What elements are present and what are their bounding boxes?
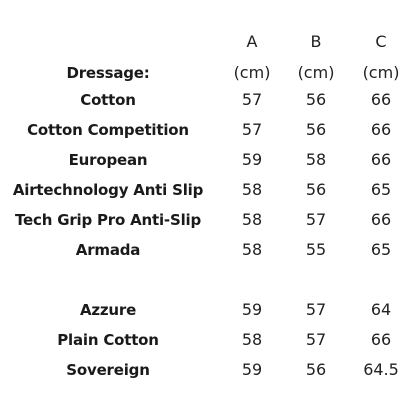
value-c: 66: [370, 120, 392, 139]
column-a-header: A: [246, 32, 258, 51]
value-c: 66: [370, 210, 392, 229]
table-row: [0, 205, 416, 235]
value-a: 57: [241, 120, 263, 139]
product-name: European: [68, 151, 148, 169]
table-row: [0, 115, 416, 145]
value-a: 58: [241, 240, 263, 259]
product-name: Azzure: [79, 301, 137, 319]
value-b: 56: [305, 90, 327, 109]
value-a: 57: [241, 90, 263, 109]
value-a: 58: [241, 180, 263, 199]
value-c: 66: [370, 150, 392, 169]
value-b: 57: [305, 210, 327, 229]
product-name: Airtechnology Anti Slip: [12, 181, 204, 199]
value-c: 66: [370, 330, 392, 349]
column-b-unit: (cm): [297, 63, 335, 82]
value-b: 56: [305, 180, 327, 199]
value-b: 55: [305, 240, 327, 259]
value-b: 57: [305, 300, 327, 319]
value-a: 59: [241, 360, 263, 379]
value-c: 66: [370, 90, 392, 109]
product-name: Armada: [75, 241, 141, 259]
value-a: 58: [241, 210, 263, 229]
column-b-header: B: [310, 32, 322, 51]
column-c-unit: (cm): [362, 63, 400, 82]
product-name: Tech Grip Pro Anti-Slip: [15, 211, 201, 229]
table-row: [0, 175, 416, 205]
table-row: [0, 145, 416, 175]
value-c: 64.5: [363, 360, 399, 379]
table-row: [0, 235, 416, 265]
product-name: Sovereign: [66, 361, 150, 379]
value-b: 56: [305, 360, 327, 379]
section-label: Dressage:: [66, 64, 150, 82]
product-name: Plain Cotton: [57, 331, 159, 349]
column-c-header: C: [375, 32, 387, 51]
product-name: Cotton Competition: [27, 121, 189, 139]
table-row: [0, 355, 416, 385]
value-a: 59: [241, 150, 263, 169]
value-b: 58: [305, 150, 327, 169]
value-b: 56: [305, 120, 327, 139]
value-c: 65: [370, 180, 392, 199]
column-a-unit: (cm): [233, 63, 271, 82]
value-b: 57: [305, 330, 327, 349]
product-name: Cotton: [80, 91, 136, 109]
column-letter-row: [0, 27, 416, 57]
section-header-row: [0, 58, 416, 88]
table-row: [0, 85, 416, 115]
value-c: 65: [370, 240, 392, 259]
value-a: 58: [241, 330, 263, 349]
table-row: [0, 325, 416, 355]
value-c: 64: [370, 300, 392, 319]
value-a: 59: [241, 300, 263, 319]
table-row: [0, 295, 416, 325]
